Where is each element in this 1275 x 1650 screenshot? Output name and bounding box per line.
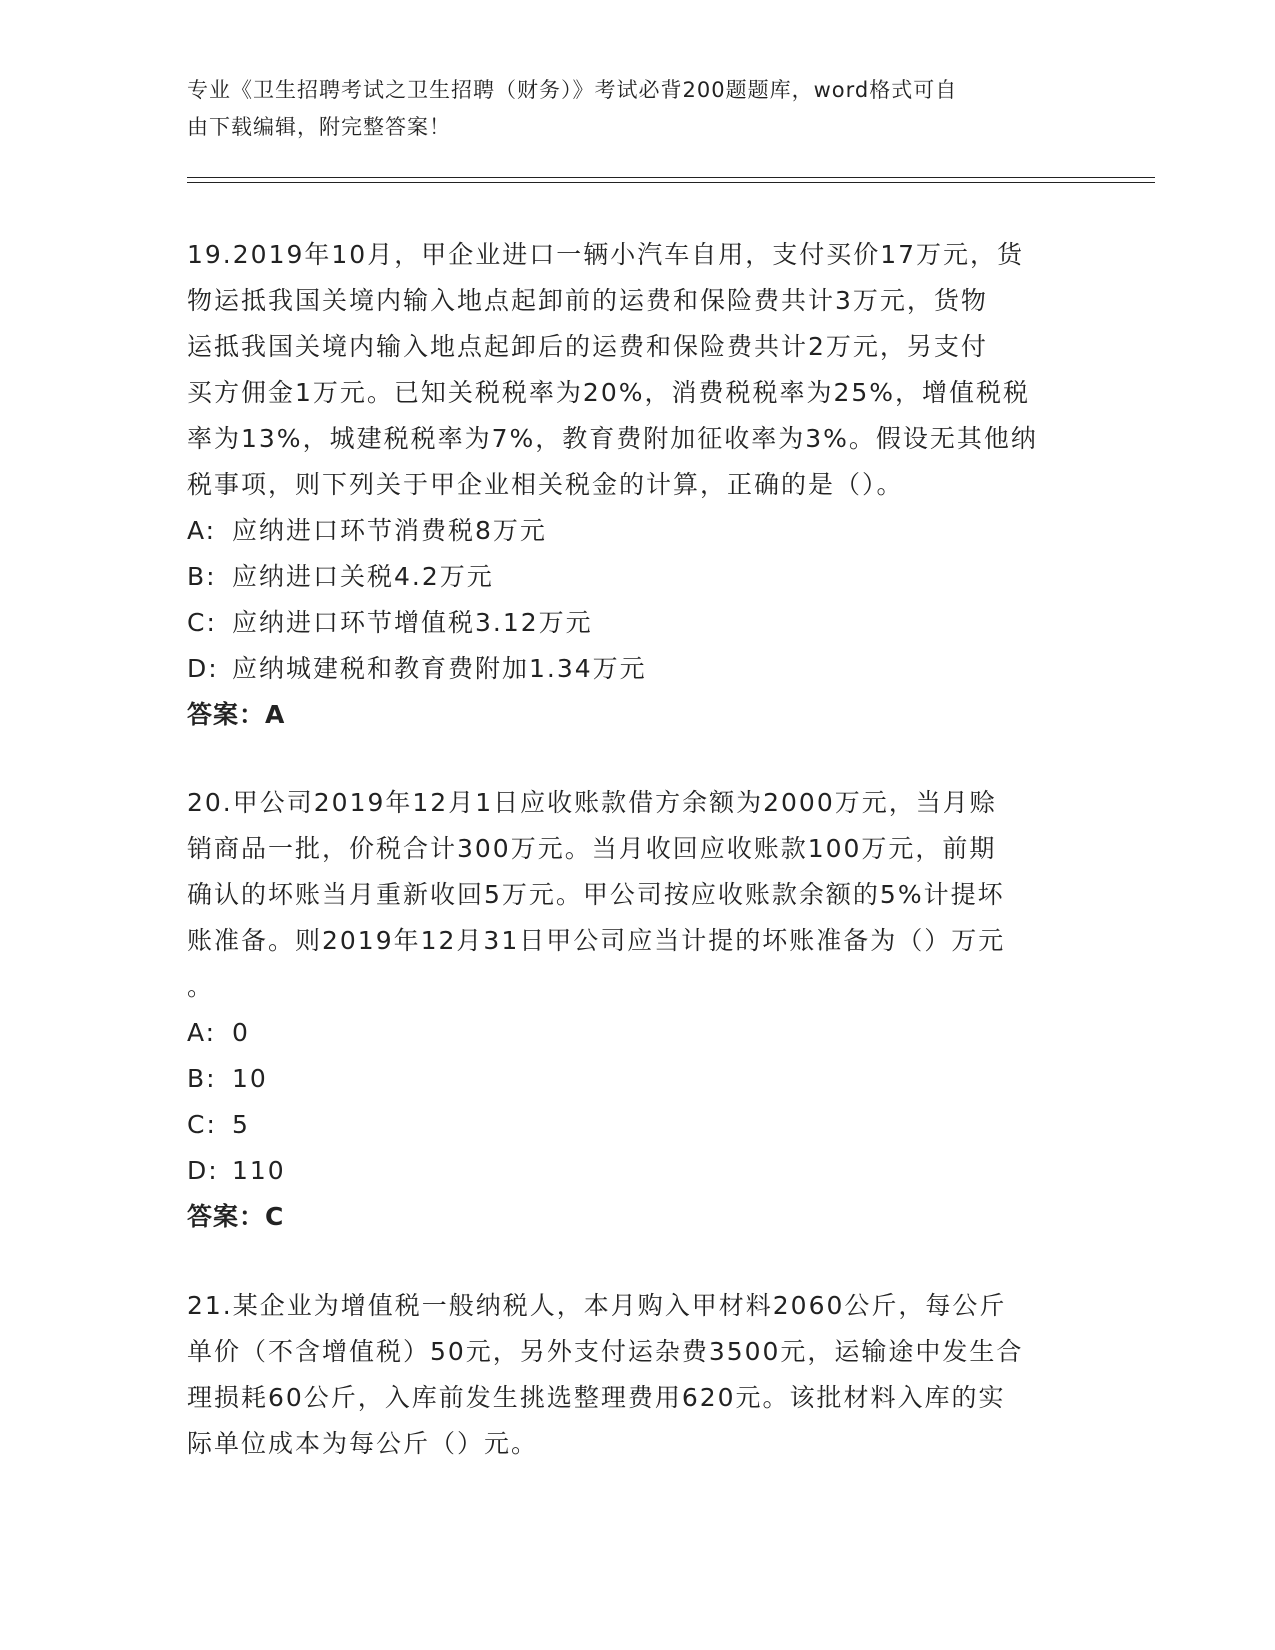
document-header <box>187 72 1087 146</box>
option-key: C: <box>187 1110 217 1139</box>
question-text-line: 。 <box>187 972 215 1001</box>
option-c <box>187 600 1087 646</box>
header-line: 由下载编辑，附完整答案！ <box>187 115 451 139</box>
answer-line: 答案：A <box>187 700 286 729</box>
answer-line: 答案：C <box>187 1202 285 1231</box>
option-key: B: <box>187 562 217 591</box>
question-text-line: 销商品一批，价税合计300万元。当月收回应收账款100万元，前期 <box>187 834 997 863</box>
option-text: 应纳城建税和教育费附加1.34万元 <box>232 654 647 683</box>
option-key: A: <box>187 1018 217 1047</box>
question-21 <box>187 1283 1087 1467</box>
question-text-line: 单价（不含增值税）50元，另外支付运杂费3500元，运输途中发生合 <box>187 1337 1024 1366</box>
question-text-line: 运抵我国关境内输入地点起卸后的运费和保险费共计2万元，另支付 <box>187 332 988 361</box>
question-text-line: 21.某企业为增值税一般纳税人，本月购入甲材料2060公斤，每公斤 <box>187 1291 1007 1320</box>
header-divider <box>187 177 1155 178</box>
question-text-line: 际单位成本为每公斤（）元。 <box>187 1429 539 1458</box>
question-text-line: 物运抵我国关境内输入地点起卸前的运费和保险费共计3万元，货物 <box>187 286 988 315</box>
option-key: C: <box>187 608 217 637</box>
option-key: A: <box>187 516 217 545</box>
question-19 <box>187 232 1087 738</box>
option-a <box>187 508 1087 554</box>
option-text: 应纳进口环节增值税3.12万元 <box>232 608 593 637</box>
option-key: D: <box>187 654 219 683</box>
question-text-line: 20.甲公司2019年12月1日应收账款借方余额为2000万元，当月赊 <box>187 788 997 817</box>
option-text: 5 <box>232 1110 250 1139</box>
question-text-line: 买方佣金1万元。已知关税税率为20%，消费税税率为25%，增值税税 <box>187 378 1031 407</box>
option-text: 0 <box>232 1018 250 1047</box>
option-text: 10 <box>232 1064 268 1093</box>
option-b <box>187 554 1087 600</box>
question-text-line: 理损耗60公斤，入库前发生挑选整理费用620元。该批材料入库的实 <box>187 1383 1006 1412</box>
option-a <box>187 1010 1087 1056</box>
option-key: D: <box>187 1156 219 1185</box>
option-text: 110 <box>232 1156 286 1185</box>
option-b <box>187 1056 1087 1102</box>
question-20 <box>187 780 1087 1240</box>
option-key: B: <box>187 1064 217 1093</box>
question-text-line: 税事项，则下列关于甲企业相关税金的计算，正确的是（）。 <box>187 470 904 499</box>
option-d <box>187 646 1087 692</box>
question-text-line: 率为13%，城建税税率为7%，教育费附加征收率为3%。假设无其他纳 <box>187 424 1038 453</box>
question-text-line: 确认的坏账当月重新收回5万元。甲公司按应收账款余额的5%计提坏 <box>187 880 1005 909</box>
question-text-line: 账准备。则2019年12月31日甲公司应当计提的坏账准备为（）万元 <box>187 926 1006 955</box>
option-text: 应纳进口环节消费税8万元 <box>232 516 547 545</box>
question-text-line: 19.2019年10月，甲企业进口一辆小汽车自用，支付买价17万元，货 <box>187 240 1025 269</box>
option-c <box>187 1102 1087 1148</box>
header-divider <box>187 182 1155 183</box>
header-line: 专业《卫生招聘考试之卫生招聘（财务）》考试必背200题题库，word格式可自 <box>187 78 958 102</box>
option-d <box>187 1148 1087 1194</box>
option-text: 应纳进口关税4.2万元 <box>232 562 494 591</box>
